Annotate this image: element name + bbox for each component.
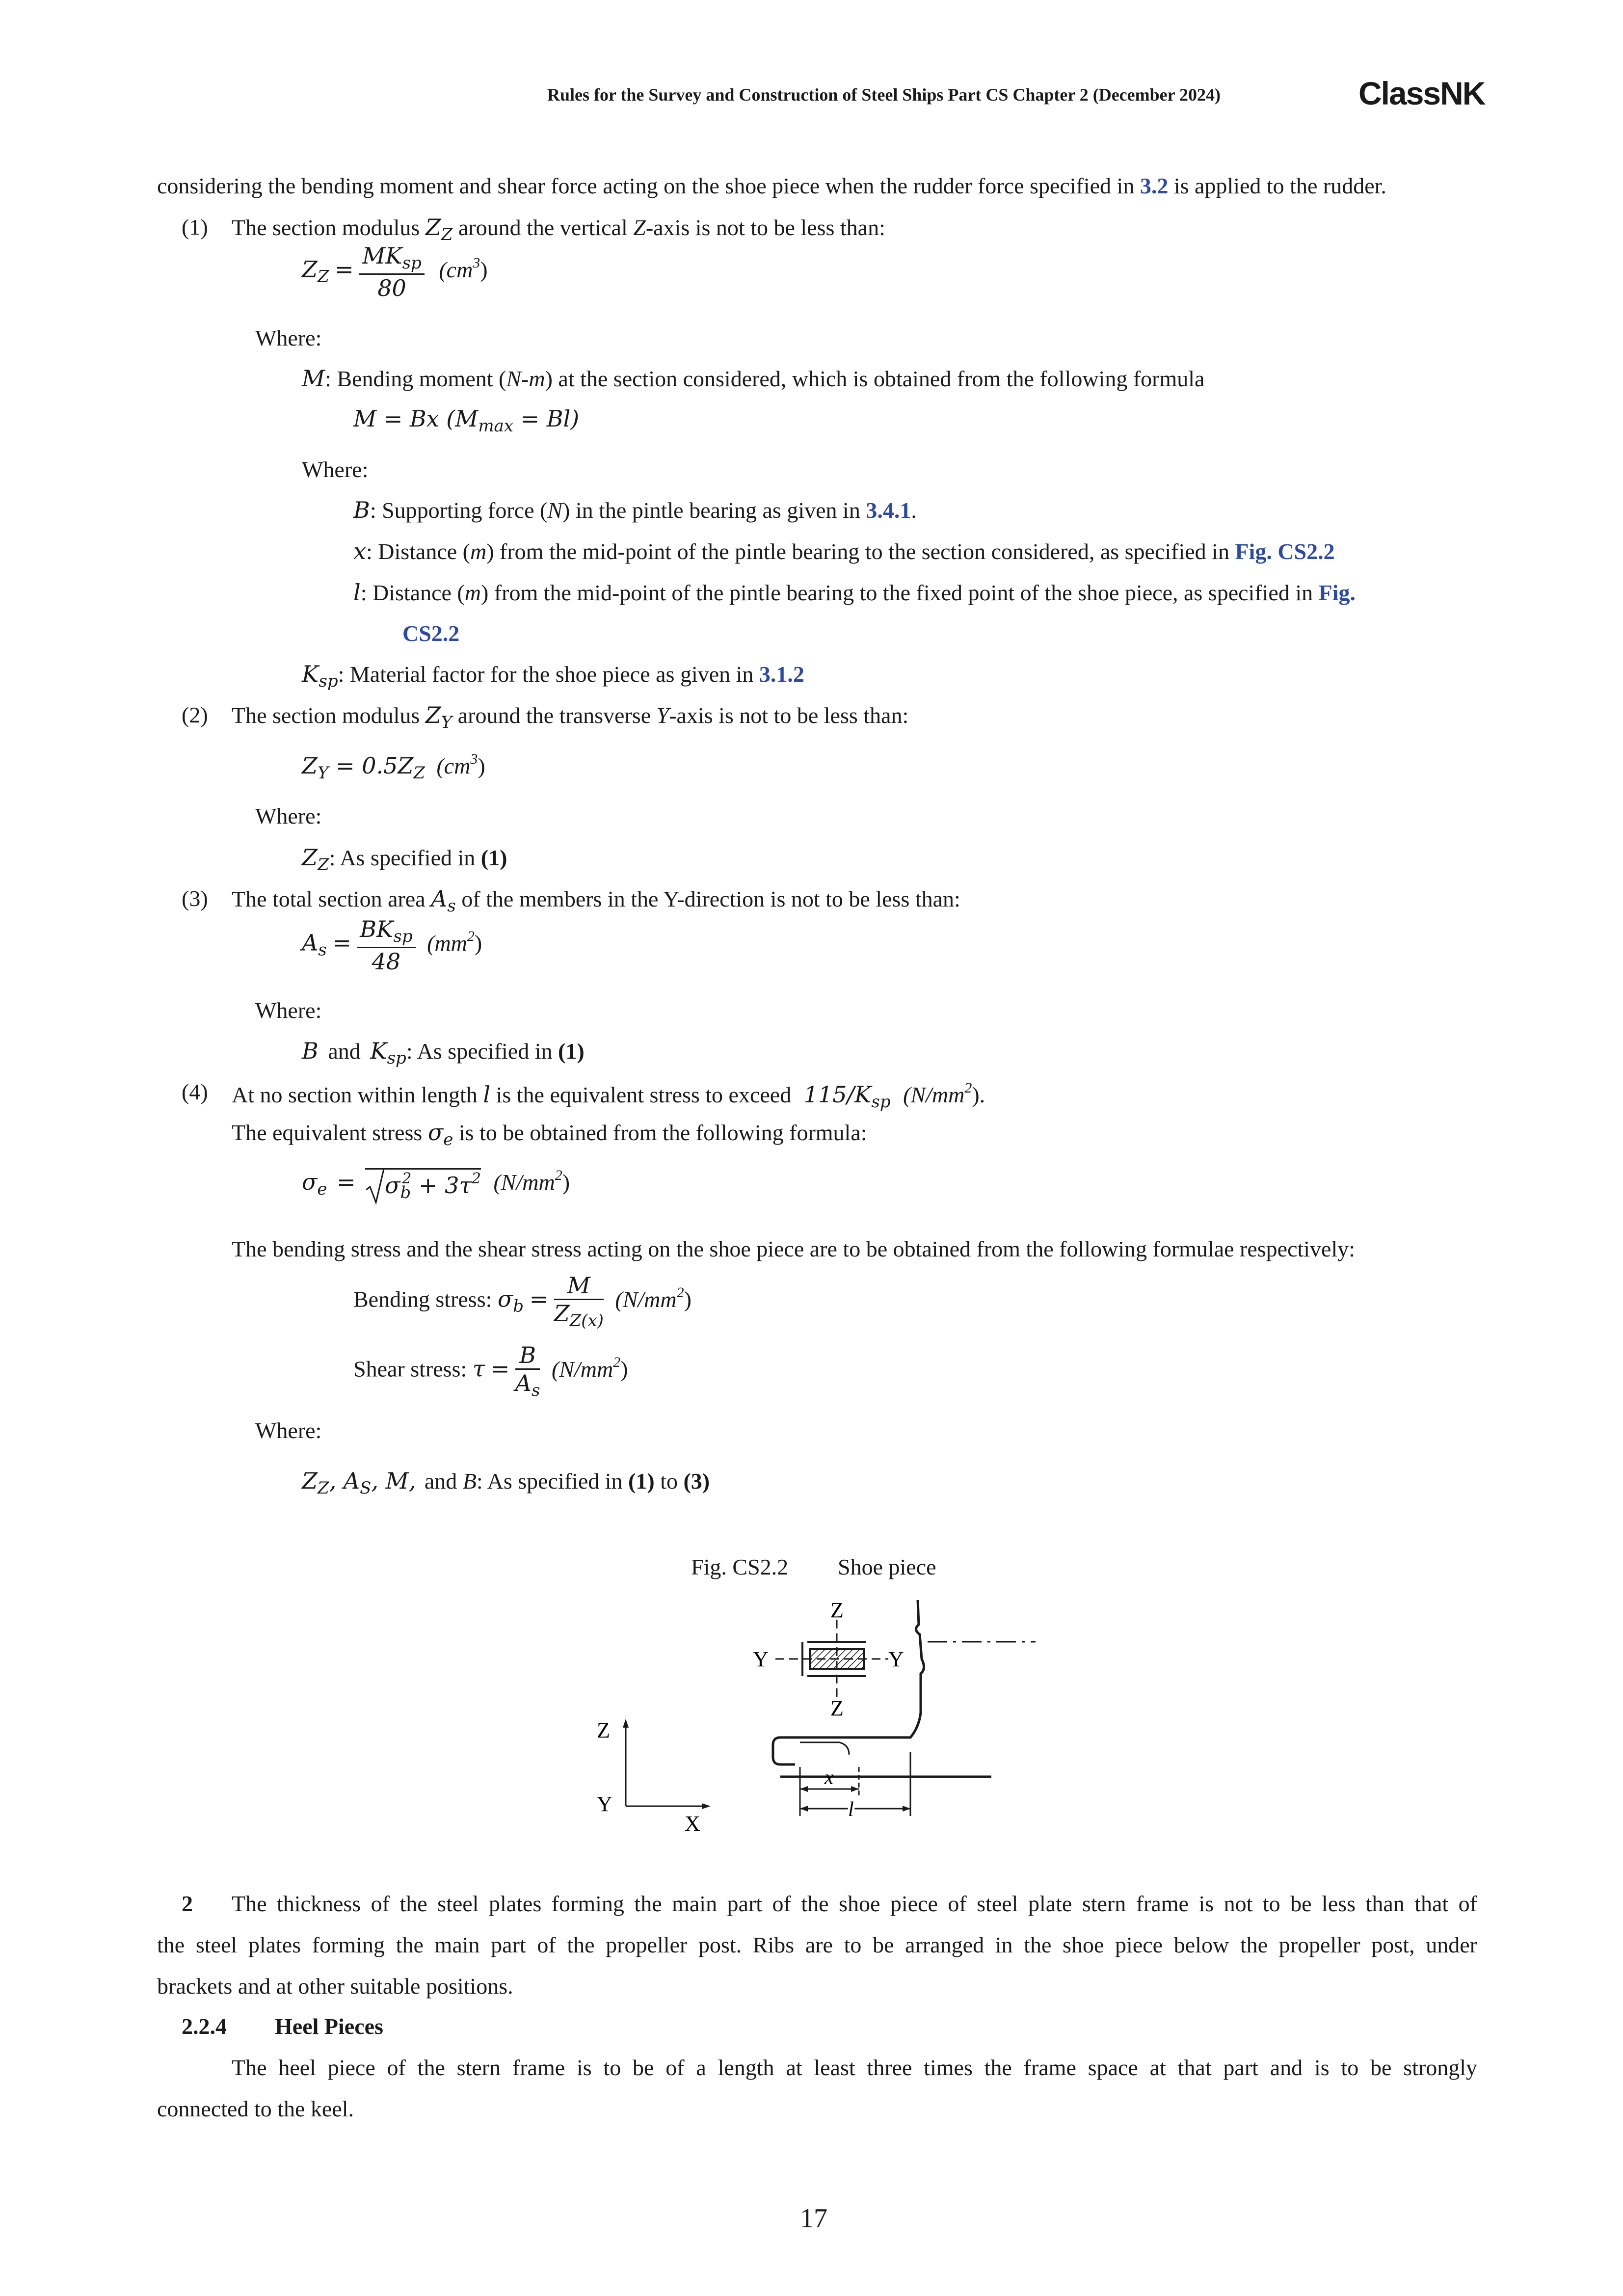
formula-as-lhs-sub: s xyxy=(318,940,327,960)
formula-zy-unit-close: ) xyxy=(478,753,485,778)
m-formula-sub: max xyxy=(478,416,513,436)
formula-zy-unit-sup: 3 xyxy=(470,751,478,767)
sigma-eq: = xyxy=(337,1169,356,1196)
eq-intro-a: The equivalent stress xyxy=(232,1120,423,1145)
x-def-unit: m xyxy=(470,539,487,564)
shoe-piece-diagram xyxy=(564,1590,1055,1836)
item4-mid: is the equivalent stress to exceed xyxy=(496,1082,792,1107)
item4-where: Where: xyxy=(255,1418,322,1443)
shear-label: Shear stress: xyxy=(353,1356,467,1382)
formula-as-den: 48 xyxy=(372,948,401,975)
sigma-tau: + 3τ xyxy=(411,1172,472,1199)
formula-zy-rhs: = 0.5Z xyxy=(328,752,414,779)
item4-def-b: B xyxy=(462,1468,477,1494)
formula-zy xyxy=(302,752,485,781)
m-formula-b: = Bl) xyxy=(513,405,580,432)
formula-as-num: BK xyxy=(360,916,394,942)
formula-zz-unit-close: ) xyxy=(480,257,488,282)
section-line2: connected to the keel. xyxy=(157,2096,354,2121)
formula-zy-unit: (cm xyxy=(436,753,471,778)
coordinate-axes xyxy=(623,1719,711,1809)
shoe-piece-inner xyxy=(800,1742,849,1755)
item4-def-m: , M, xyxy=(371,1468,416,1494)
item4-def-a-sub: S xyxy=(360,1478,372,1498)
page-number: 17 xyxy=(800,2203,827,2234)
ksp-def-text: : Material factor for the shoe piece as given in xyxy=(338,662,754,687)
x-def-sym: x xyxy=(353,538,366,564)
section-detail xyxy=(775,1620,888,1698)
axis-x-arrow xyxy=(702,1803,711,1809)
b-def-unit: N xyxy=(547,498,563,523)
shear-unit-sup: 2 xyxy=(613,1354,621,1370)
formula-zz xyxy=(302,244,488,299)
item2-def-sym: Z xyxy=(302,844,318,871)
para2-line2: the steel plates forming the main part of the propeller post. Ribs are to be arranged in the shoe piece below the propeller post, under xyxy=(157,1932,1477,1957)
m-formula-a: M = Bx (M xyxy=(353,405,479,432)
eq-intro-sym-sub: e xyxy=(443,1130,453,1149)
item1-axis: Z xyxy=(633,215,646,240)
formula-zz-unit: (cm xyxy=(439,257,473,282)
ref-3-1-2-link[interactable]: 3.1.2 xyxy=(759,662,804,687)
formula-as-unit-close: ) xyxy=(474,930,482,956)
dim-arrow xyxy=(800,1806,808,1812)
item4-def-and: and xyxy=(424,1468,457,1494)
formula-zz-fraction xyxy=(359,244,425,299)
item2-definition xyxy=(302,846,507,873)
para2-line3: brackets and at other suitable positions. xyxy=(157,1974,513,1999)
l-def-text-a: : Distance ( xyxy=(360,580,465,605)
para2-number: 2 xyxy=(182,1891,193,1916)
item3-definition xyxy=(302,1040,585,1067)
item4-text xyxy=(232,1081,985,1110)
item4-def-ref-b: (3) xyxy=(683,1468,710,1494)
bending-lhs: σ xyxy=(497,1285,513,1312)
label-y-left: Y xyxy=(753,1647,769,1671)
item1-sym: Z xyxy=(425,214,441,240)
item3-number: (3) xyxy=(182,886,208,911)
formula-zz-eq: = xyxy=(335,256,354,283)
section-title: Heel Pieces xyxy=(275,2014,383,2039)
l-def-text-b: ) from the mid-point of the pintle bearing to the fixed point of the shoe piece, as specified in xyxy=(480,580,1313,605)
item2-where: Where: xyxy=(255,803,322,828)
item4-definition xyxy=(302,1469,710,1496)
item3-def-k: K xyxy=(370,1038,387,1064)
bending-eq: = xyxy=(529,1285,549,1312)
label-axis-y: Y xyxy=(597,1792,612,1816)
b-def-text-a: : Supporting force ( xyxy=(370,498,548,523)
item2-number: (2) xyxy=(182,702,208,727)
formula-as-fraction xyxy=(357,918,415,973)
item2-axis: Y xyxy=(656,703,669,728)
item3-pre: The total section area xyxy=(232,886,426,911)
ksp-def-sym: K xyxy=(302,661,319,687)
ref-fig-link-a[interactable]: Fig. xyxy=(1318,580,1356,605)
header-title: Rules for the Survey and Construction of Steel Ships Part CS Chapter 2 (December 2024) xyxy=(547,85,1221,105)
eq-intro-b: is to be obtained from the following formula: xyxy=(458,1120,867,1145)
radical-icon xyxy=(365,1168,385,1204)
formula-bending-stress xyxy=(353,1274,692,1329)
label-axis-z: Z xyxy=(597,1718,610,1742)
ref-3-2-link[interactable]: 3.2 xyxy=(1140,173,1169,198)
formula-as-unit-sup: 2 xyxy=(467,928,475,944)
dim-arrow xyxy=(851,1786,859,1792)
m-def-text-a: : Bending moment ( xyxy=(325,366,506,391)
item1-where: Where: xyxy=(255,325,322,350)
label-dim-l: l xyxy=(848,1798,854,1821)
l-def-unit: m xyxy=(464,580,481,605)
shear-fraction xyxy=(515,1344,540,1399)
formula-as-lhs: A xyxy=(302,929,319,956)
item2-text xyxy=(232,704,908,731)
item4-number: (4) xyxy=(182,1079,208,1104)
figure-title: Fig. CS2.2 xyxy=(691,1554,789,1579)
section-number: 2.2.4 xyxy=(182,2014,227,2039)
sigma-b-sub: b xyxy=(400,1183,411,1202)
ref-fig-link-b[interactable]: CS2.2 xyxy=(402,621,460,646)
stern-frame-profile xyxy=(773,1600,991,1777)
x-def-text-a: : Distance ( xyxy=(366,539,470,564)
item4-pre: At no section within length xyxy=(232,1082,478,1107)
para2-line1: The thickness of the steel plates forming the main part of the shoe piece of steel plate stern frame is not to be less than that of xyxy=(232,1891,1477,1916)
m-def-sym: M xyxy=(302,365,325,392)
item4-def-z-sub: Z xyxy=(317,1478,329,1498)
item1-number: (1) xyxy=(182,214,208,240)
item4-def-to: to xyxy=(660,1468,678,1494)
bending-unit: (N/mm xyxy=(615,1286,677,1312)
ksp-definition xyxy=(302,663,804,690)
bending-label: Bending stress: xyxy=(353,1286,492,1312)
l-definition xyxy=(353,581,1356,604)
page-header xyxy=(547,84,1221,105)
sigma-lhs: σ xyxy=(302,1169,318,1196)
dim-arrow xyxy=(903,1806,910,1812)
item4-unit-sup: 2 xyxy=(964,1080,972,1096)
item2-mid: around the transverse xyxy=(457,703,651,728)
formula-shear-stress xyxy=(353,1344,628,1399)
bending-num: M xyxy=(554,1274,604,1300)
sigma-unit-close: ) xyxy=(562,1170,570,1195)
b-definition xyxy=(353,499,917,522)
formula-zz-num-sub: sp xyxy=(402,253,422,273)
formula-zz-lhs-sub: Z xyxy=(317,267,329,287)
item2-sym: Z xyxy=(425,702,441,728)
item2-sym-sub: Y xyxy=(441,713,452,732)
item4-limit: 115/K xyxy=(803,1081,872,1108)
item2-def-ref: (1) xyxy=(480,845,507,870)
item1-heading xyxy=(182,216,208,239)
bending-lhs-sub: b xyxy=(513,1296,524,1316)
ref-fig-cs2-2-link[interactable]: Fig. CS2.2 xyxy=(1235,539,1335,564)
label-z-top: Z xyxy=(830,1598,844,1622)
item3-def-b: B xyxy=(302,1038,319,1064)
shear-unit-close: ) xyxy=(620,1356,628,1382)
item1-text xyxy=(232,216,885,243)
item2-pre: The section modulus xyxy=(232,703,420,728)
formula-sigma-e xyxy=(302,1168,570,1201)
item2-def-sub: Z xyxy=(317,855,329,875)
bending-unit-sup: 2 xyxy=(676,1284,684,1301)
b-def-end: . xyxy=(911,498,917,523)
sigma-tau-sup: 2 xyxy=(471,1170,481,1187)
item2-def-text: : As specified in xyxy=(329,845,476,870)
bending-den: Z xyxy=(554,1300,570,1327)
item4-limit-sub: sp xyxy=(871,1092,891,1112)
sigma-unit-sup: 2 xyxy=(555,1167,562,1184)
label-axis-x: X xyxy=(685,1812,700,1836)
m-def-unit: N-m xyxy=(506,366,545,391)
formula-zz-den: 80 xyxy=(377,275,406,301)
formula-zy-rhs-sub: Z xyxy=(413,763,425,783)
item2-post: -axis is not to be less than: xyxy=(669,703,909,728)
formula-zz-num: MK xyxy=(362,242,402,269)
item4-def-text: : As specified in xyxy=(476,1468,623,1494)
item1-mid: around the vertical xyxy=(458,215,628,240)
formula-zz-lhs: Z xyxy=(302,256,318,283)
figure-caption: Shoe piece xyxy=(838,1554,936,1579)
axis-z-arrow xyxy=(623,1719,629,1728)
item1-post: -axis is not to be less than: xyxy=(645,215,885,240)
item3-sym-sub: s xyxy=(447,896,456,916)
shear-num: B xyxy=(515,1344,540,1370)
item3-post: of the members in the Y-direction is not to be less than: xyxy=(461,886,960,911)
item4-def-z: Z xyxy=(302,1468,318,1494)
item1-sym-sub: Z xyxy=(441,225,453,244)
sigma-lhs-sub: e xyxy=(317,1179,327,1200)
eq-intro-sym: σ xyxy=(427,1119,444,1146)
shear-den: A xyxy=(515,1370,532,1396)
l-def-sym: l xyxy=(353,579,361,606)
item3-def-text: : As specified in xyxy=(406,1039,553,1064)
m-def-text-b: ) at the section considered, which is obtained from the following formula xyxy=(545,366,1205,391)
label-z-bottom: Z xyxy=(830,1696,844,1720)
equivalent-stress-intro xyxy=(232,1121,867,1148)
formula-zy-lhs: Z xyxy=(302,752,318,779)
formula-as xyxy=(302,918,482,973)
item4-def-ref-a: (1) xyxy=(628,1468,655,1494)
bending-den-sub: Z(x) xyxy=(569,1311,604,1331)
shear-lhs: τ xyxy=(472,1355,485,1382)
shear-den-sub: s xyxy=(531,1381,540,1400)
ksp-def-sub: sp xyxy=(319,671,338,691)
section-line1: The heel piece of the stern frame is to be of a length at least three times the frame space at that part and is to be strongly xyxy=(232,2055,1477,2080)
m-definition xyxy=(302,367,1204,390)
item4-unit: (N/mm xyxy=(903,1082,965,1107)
formula-as-num-sub: sp xyxy=(393,927,413,946)
label-dim-x: x xyxy=(825,1766,834,1789)
formula-as-eq: = xyxy=(332,929,351,956)
b-def-sym: B xyxy=(353,497,370,523)
x-def-text-b: ) from the mid-point of the pintle bearing to the section considered, as specified in xyxy=(486,539,1229,564)
item3-def-ref: (1) xyxy=(558,1039,585,1064)
sigma-unit: (N/mm xyxy=(493,1170,555,1195)
intro-line xyxy=(157,175,1386,197)
bending-unit-close: ) xyxy=(684,1286,692,1312)
item1-pre: The section modulus xyxy=(232,215,420,240)
item3-text xyxy=(232,887,960,914)
label-y-right: Y xyxy=(888,1647,904,1671)
sigma-b: σ xyxy=(385,1172,400,1199)
square-root-sign xyxy=(365,1168,481,1201)
dim-arrow xyxy=(800,1786,808,1792)
item1-where2: Where: xyxy=(302,457,369,482)
bending-intro: The bending stress and the shear stress acting on the shoe piece are to be obtained from the following formulae respectively: xyxy=(232,1236,1356,1261)
item3-def-k-sub: sp xyxy=(387,1048,406,1068)
item3-sym: A xyxy=(431,885,448,912)
item3-where: Where: xyxy=(255,998,322,1023)
formula-zy-lhs-sub: Y xyxy=(317,763,329,783)
intro-text-b: is applied to the rudder. xyxy=(1173,173,1386,198)
item3-def-and: and xyxy=(328,1039,361,1064)
b-def-text-b: ) in the pintle bearing as given in xyxy=(562,498,860,523)
intro-text-a: considering the bending moment and shear force acting on the shoe piece when the rudder force specified in xyxy=(157,173,1135,198)
shear-unit: (N/mm xyxy=(551,1356,613,1382)
m-formula xyxy=(353,407,579,434)
classnk-logo: ClassNK xyxy=(1358,75,1485,111)
item4-unit-close: ). xyxy=(972,1082,985,1107)
sigma-b-sup: 2 xyxy=(402,1170,412,1187)
formula-as-unit: (mm xyxy=(427,930,467,956)
dimension-lines xyxy=(800,1752,910,1816)
x-definition xyxy=(353,540,1335,563)
item4-l: l xyxy=(483,1081,491,1108)
shear-eq: = xyxy=(490,1355,510,1382)
formula-zz-unit-sup: 3 xyxy=(473,254,480,271)
bending-fraction xyxy=(554,1274,604,1329)
ref-3-4-1-link[interactable]: 3.4.1 xyxy=(866,498,911,523)
item4-def-a: , A xyxy=(329,1468,360,1494)
